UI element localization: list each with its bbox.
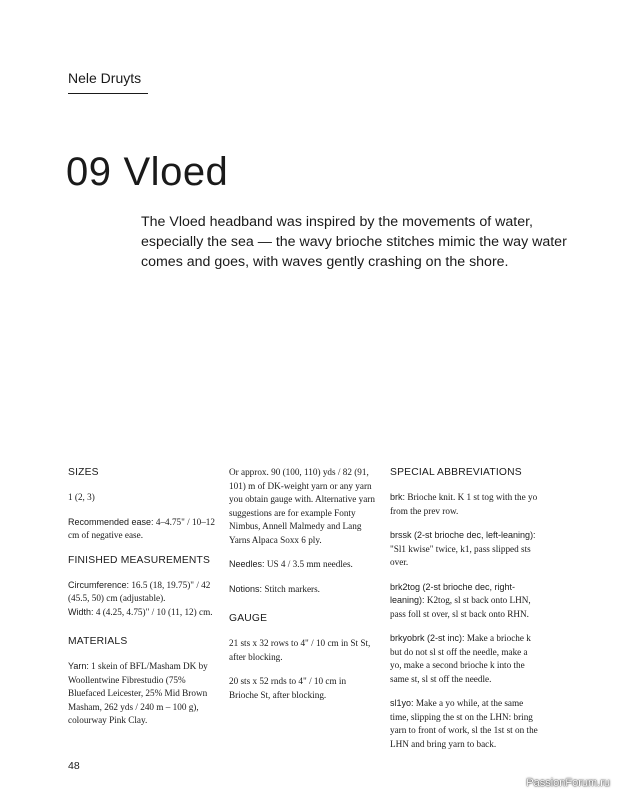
abbr-item	[390, 632, 540, 686]
yarn-text: 1 skein of BFL/Masham DK by Woollentwine Fibrestudio (75% Bluefaced Leicester, 25% Mid Brown Masham, 262 yds / 240 m – 100 g), colourway Pink Clay.	[68, 661, 208, 725]
column-middle	[229, 466, 376, 702]
ease-label: Recommended ease:	[68, 516, 154, 527]
page-number: 48	[68, 760, 80, 772]
intro-paragraph: The Vloed headband was inspired by the movements of water, especially the sea — the wavy brioche stitches mimic the way water comes and goes, with waves gently crashing on the shore.	[141, 214, 567, 270]
gauge-heading: GAUGE	[229, 613, 268, 624]
abbr-term: sl1yo:	[390, 698, 414, 708]
column-right	[390, 466, 540, 751]
abbr-text: Make a brioche k but do not sl st off the needle, make a yo, make a second brioche k into the same st, sl st off the needle.	[390, 633, 531, 684]
abbr-text: K2tog, sl st back onto LHN, pass foll st over, sl st back onto RHN.	[390, 595, 531, 619]
abbr-term: brk2tog (2-st brioche dec, right-leaning):	[390, 581, 516, 605]
gauge-line-2: 20 sts x 52 rnds to 4" / 10 cm in Brioche St, after blocking.	[229, 676, 347, 700]
finished-heading: FINISHED MEASUREMENTS	[68, 554, 211, 566]
abbr-term: brk:	[390, 492, 406, 502]
needles	[229, 558, 376, 572]
recommended-ease	[68, 516, 218, 543]
sizes-heading: SIZES	[68, 467, 99, 478]
column-left	[68, 466, 218, 728]
width	[68, 606, 218, 620]
abbreviations-heading: SPECIAL ABBREVIATIONS	[390, 467, 522, 478]
needles-text: US 4 / 3.5 mm needles.	[264, 559, 353, 569]
pattern-name: Vloed	[123, 150, 229, 194]
notions-text: Stitch markers.	[262, 583, 320, 594]
width-label: Width:	[68, 606, 94, 617]
sizes-text: 1 (2, 3)	[68, 492, 95, 502]
alt-yarn-text: Or approx. 90 (100, 110) yds / 82 (91, 101) m of DK-weight yarn or any yarn you obtain gauge with. Alternative yarn suggestions are for example Fonty Nimbus, Annell Malmedy and Lang Yarns Alpaca Soxx 6 ply.	[229, 467, 375, 545]
abbr-text: "Sl1 kwise" twice, k1, pass slipped sts over.	[390, 543, 531, 567]
abbr-item	[390, 491, 540, 518]
abbr-term: brssk (2-st brioche dec, left-leaning):	[390, 530, 536, 540]
notions	[229, 583, 376, 597]
yarn-label: Yarn:	[68, 661, 89, 671]
abbr-text: Brioche knit. K 1 st tog with the yo from the prev row.	[390, 492, 538, 516]
author-underline	[68, 93, 148, 94]
needles-label: Needles:	[229, 559, 265, 569]
abbr-text: Make a yo while, at the same time, slipping the st on the LHN: bring yarn to front of work, sl the 1st st on the LHN and bring yarn to back.	[390, 698, 538, 749]
pattern-number: 09	[66, 150, 112, 194]
abbr-item	[390, 697, 540, 751]
notions-label: Notions:	[229, 583, 263, 594]
circ-text: 16.5 (18, 19.75)" / 42 (45.5, 50) cm (adjustable).	[68, 579, 211, 603]
ease-text: 4–4.75" / 10–12 cm of negative ease.	[68, 516, 215, 540]
abbr-item	[390, 529, 540, 570]
pattern-title	[66, 150, 228, 195]
circumference	[68, 579, 218, 606]
materials-heading: MATERIALS	[68, 636, 128, 647]
yarn	[68, 660, 218, 728]
gauge-line-1: 21 sts x 32 rows to 4" / 10 cm in St St, after blocking.	[229, 638, 371, 662]
abbr-item	[390, 581, 540, 622]
watermark: PassionForum.ru	[526, 777, 610, 789]
width-text: 4 (4.25, 4.75)" / 10 (11, 12) cm.	[93, 606, 213, 617]
author-name: Nele Druyts	[68, 70, 142, 86]
abbr-term: brkyobrk (2-st inc):	[390, 633, 465, 643]
circ-label: Circumference:	[68, 579, 130, 590]
